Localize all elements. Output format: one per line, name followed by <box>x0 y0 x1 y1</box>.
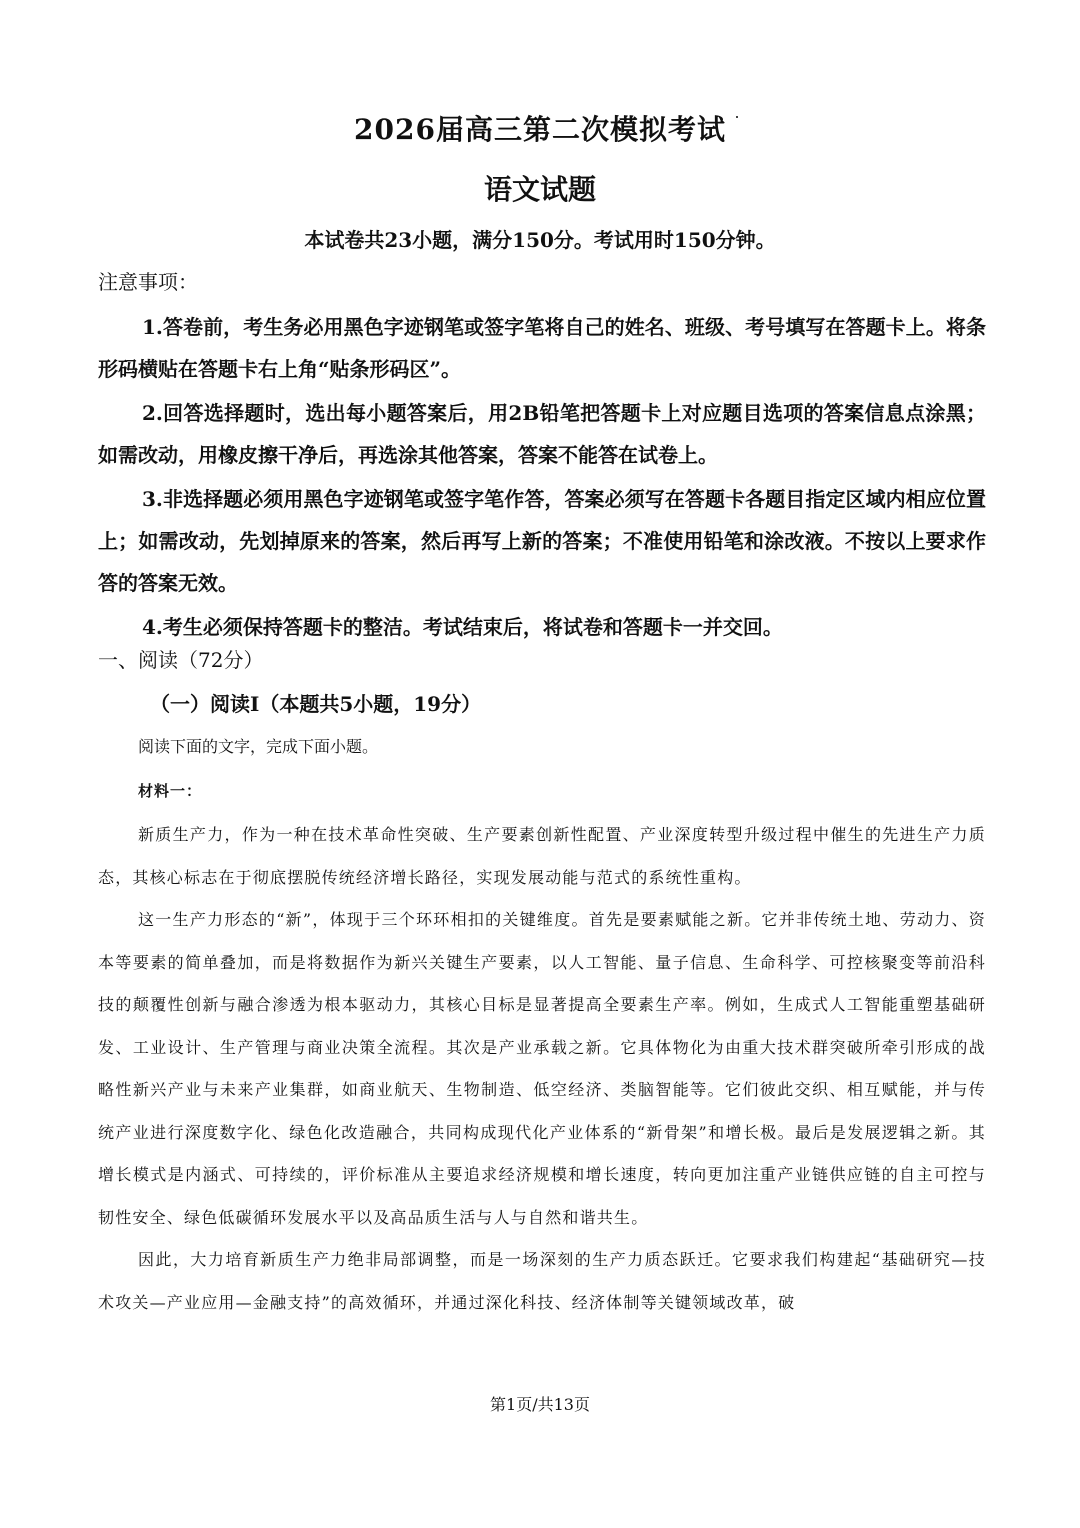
note-item-4: 4.考生必须保持答题卡的整洁。考试结束后，将试卷和答题卡一并交回。 <box>142 615 783 639</box>
exam-title: 2026届高三第二次模拟考试 <box>354 113 726 146</box>
material-label: 材料一： <box>138 782 203 800</box>
subsection-heading: （一）阅读Ⅰ（本题共5小题，19分） <box>150 692 482 716</box>
exam-meta: 本试卷共23小题，满分150分。考试用时150分钟。 <box>304 228 776 252</box>
material-body <box>98 814 986 1324</box>
reading-instruction: 阅读下面的文字，完成下面小题。 <box>138 737 379 756</box>
notes-heading: 注意事项： <box>98 270 198 294</box>
material-paragraph-1: 新质生产力，作为一种在技术革命性突破、生产要素创新性配置、产业深度转型升级过程中催生的先进生产力质态，其核心标志在于彻底摆脱传统经济增长路径，实现发展动能与范式的系统性重构。 <box>98 825 986 887</box>
notes-list <box>98 306 986 650</box>
note-item-1: 1.答卷前，考生务必用黑色字迹钢笔或签字笔将自己的姓名、班级、考号填写在答题卡上。将条形码横贴在答题卡右上角“贴条形码区”。 <box>98 315 986 381</box>
note-item-3: 3.非选择题必须用黑色字迹钢笔或签字笔作答，答案必须写在答题卡各题目指定区域内相应位置上；如需改动，先划掉原来的答案，然后再写上新的答案；不准使用铅笔和涂改液。不按以上要求作答的答案无效。 <box>98 487 986 595</box>
material-paragraph-3: 因此，大力培育新质生产力绝非局部调整，而是一场深刻的生产力质态跃迁。它要求我们构建起“基础研究—技术攻关—产业应用—金融支持”的高效循环，并通过深化科技、经济体制等关键领域改革，破 <box>98 1250 986 1312</box>
note-item-2: 2.回答选择题时，选出每小题答案后，用2B铅笔把答题卡上对应题目选项的答案信息点涂黑；如需改动，用橡皮擦干净后，再选涂其他答案，答案不能答在试卷上。 <box>98 401 986 467</box>
page-number: 第1页/共13页 <box>490 1395 590 1414</box>
exam-subtitle: 语文试题 <box>483 173 596 206</box>
section-heading: 一、阅读（72分） <box>98 648 264 672</box>
material-paragraph-2: 这一生产力形态的“新”，体现于三个环环相扣的关键维度。首先是要素赋能之新。它并非传统土地、劳动力、资本等要素的简单叠加，而是将数据作为新兴关键生产要素，以人工智能、量子信息、生命科学、可控核聚变等前沿科技的颠覆性创新与融合渗透为根本驱动力，其核心目标是显著提高全要素生产率。例如，生成式人工智能重塑基础研发、工业设计、生产管理与商业决策全流程。其次是产业承载之新。它具体物化为由重大技术群突破所牵引形成的战略性新兴产业与未来产业集群，如商业航天、生物制造、低空经济、类脑智能等。它们彼此交织、相互赋能，并与传统产业进行深度数字化、绿色化改造融合，共同构成现代化产业体系的“新骨架”和增长极。最后是发展逻辑之新。其增长模式是内涵式、可持续的，评价标准从主要追求经济规模和增长速度，转向更加注重产业链供应链的自主可控与韧性安全、绿色低碳循环发展水平以及高品质生活与人与自然和谐共生。 <box>98 910 986 1227</box>
